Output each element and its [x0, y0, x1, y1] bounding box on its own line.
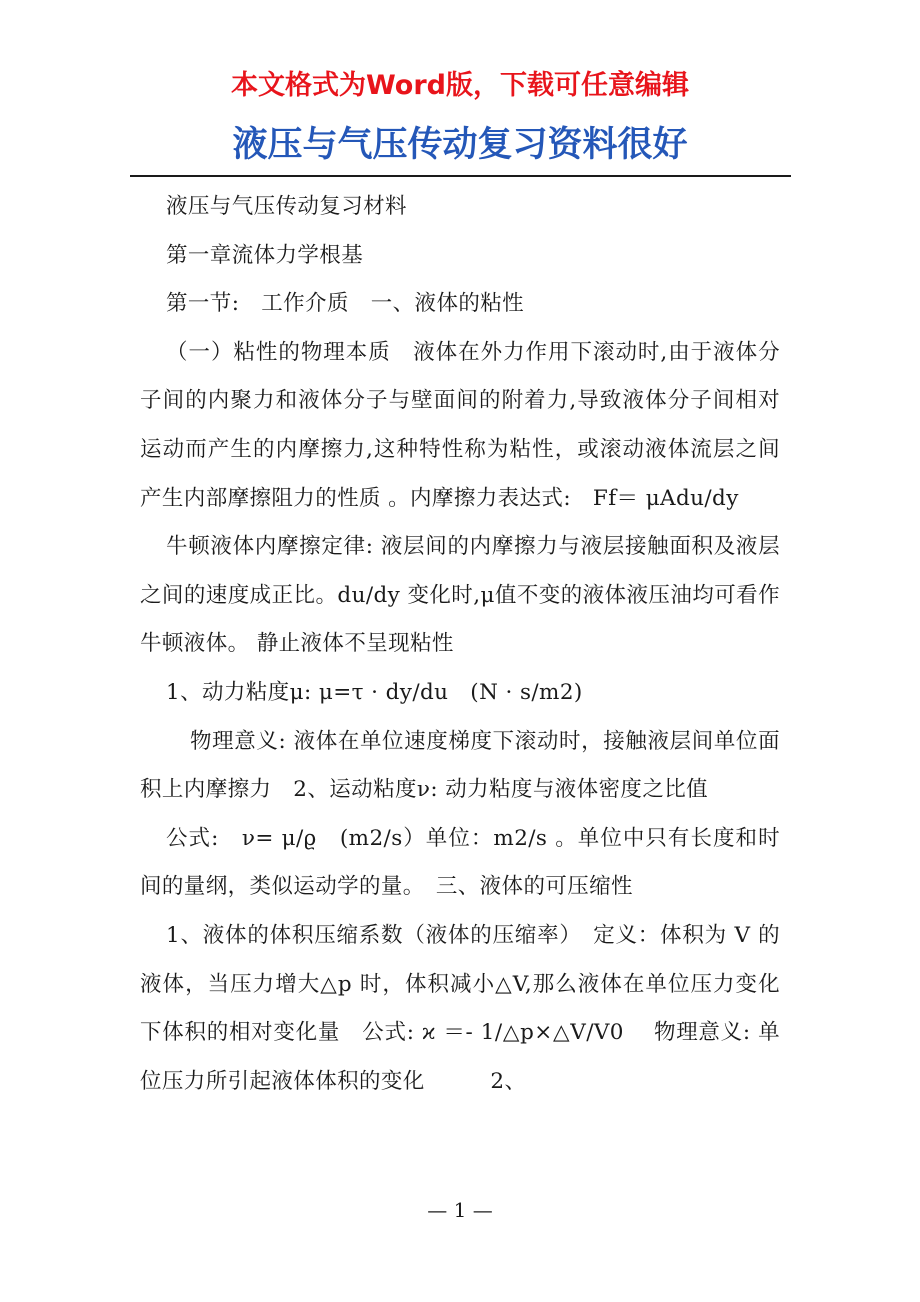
paragraph-viscosity-nature: （一）粘性的物理本质 液体在外力作用下滚动时,由于液体分子间的内聚力和液体分子与壁面间的附着力,导致液体分子间相对运动而产生的内摩擦力,这种特性称为粘性，或滚动液体流层之间产生内部摩擦阻力的性质 。内摩擦力表达式: Ff＝ μAdu/dy [140, 339, 780, 511]
document-body [140, 183, 780, 1106]
paragraph-section-heading: 第一节: 工作介质 一、液体的粘性 [166, 291, 525, 317]
paragraph-compressibility: 1、液体的体积压缩系数（液体的压缩率） 定义：体积为 V 的液体，当压力增大△p 时，体积减小△V,那么液体在单位压力变化下体积的相对变化量 公式: ϰ ＝- 1/△p×△V/V0 物理意义: 单位压力所引起液体体积的变化 2、 [140, 922, 780, 1094]
paragraph-newton-law: 牛顿液体内摩擦定律: 液层间的内摩擦力与液层接触面积及液层之间的速度成正比。du/dy 变化时,μ值不变的液体液压油均可看作牛顿液体。 静止液体不呈现粘性 [140, 534, 780, 657]
paragraph-physical-meaning: 物理意义: 液体在单位速度梯度下滚动时，接触液层间单位面积上内摩擦力 2、运动粘度ν: 动力粘度与液体密度之比值 [140, 728, 780, 803]
paragraph-dynamic-viscosity: 1、动力粘度μ: μ=τ · dy/du (N · s/m2) [166, 679, 583, 705]
title-divider [130, 175, 791, 177]
page-number: — 1 — [427, 1198, 493, 1222]
paragraph-chapter-heading: 第一章流体力学根基 [166, 242, 364, 268]
format-notice-banner: 本文格式为Word版，下载可任意编辑 [230, 70, 689, 101]
paragraph-formula-units: 公式: ν= μ/ϱ (m2/s）单位：m2/s 。单位中只有长度和时间的量纲，类似运动学的量。 三、液体的可压缩性 [140, 825, 780, 900]
paragraph-subtitle: 液压与气压传动复习材料 [166, 194, 407, 219]
document-title: 液压与气压传动复习资料很好 [232, 125, 688, 165]
